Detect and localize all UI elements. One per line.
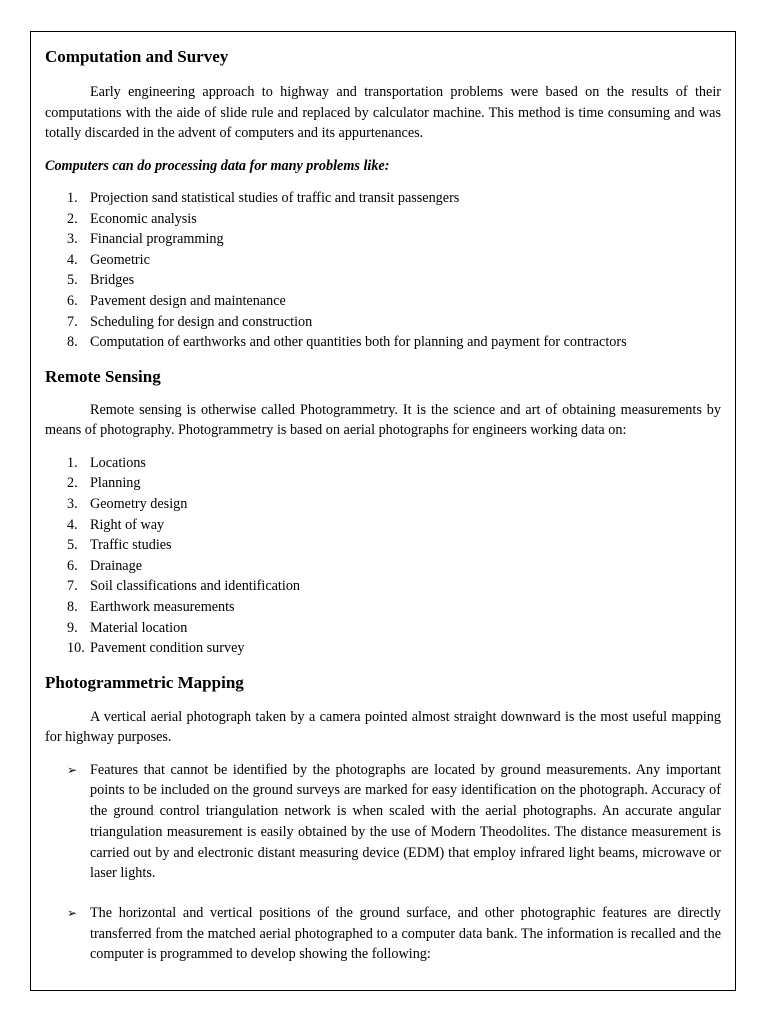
section-title-computation-survey: Computation and Survey (45, 47, 229, 66)
photogrammetric-bullet-list (45, 760, 721, 965)
list-item: 5. Bridges (67, 272, 135, 289)
list-item: 9. Material location (67, 619, 188, 636)
list-item: 2. Planning (67, 475, 141, 492)
list-item: 10. Pavement condition survey (67, 640, 245, 657)
arrow-bullet-icon: ➢ (67, 762, 78, 777)
list-item: 3. Financial programming (67, 231, 224, 248)
list-item: 7. Soil classifications and identification (67, 578, 301, 595)
list-item: 2. Economic analysis (67, 210, 197, 227)
list-item: 6. Drainage (67, 557, 142, 574)
list-item: 1. Projection sand statistical studies of traffic and transit passengers (67, 190, 460, 206)
list-item: ➢ The horizontal and vertical positions of the ground surface, and other photographic features are directly transferred from the matched aerial photographed to a computer data bank. The information is recalled and the computer is programmed to develop showing the following: (67, 904, 721, 963)
list-item: 8. Computation of earthworks and other quantities both for planning and payment for contractors (67, 334, 627, 351)
list-item: 6. Pavement design and maintenance (67, 292, 286, 309)
photogrammetry-data-list (45, 453, 721, 659)
list-item: 7. Scheduling for design and construction (67, 313, 313, 330)
list-item: 1. Locations (67, 454, 146, 471)
section-title-photogrammetric-mapping: Photogrammetric Mapping (45, 672, 244, 692)
section-subheading-computers: Computers can do processing data for many problems like: (45, 157, 390, 174)
document-body (45, 46, 721, 965)
list-item: 5. Traffic studies (67, 537, 172, 554)
section-paragraph-remote-sensing: Remote sensing is otherwise called Photogrammetry. It is the science and art of obtaining measurements by means of photography. Photogrammetry is based on aerial photographs for engineers working data on: (45, 401, 721, 439)
section-title-remote-sensing: Remote Sensing (45, 366, 161, 386)
list-item: 8. Earthwork measurements (67, 598, 235, 615)
computers-problem-list (45, 188, 721, 353)
list-item: 4. Right of way (67, 516, 165, 533)
section-paragraph-photogrammetric: A vertical aerial photograph taken by a camera pointed almost straight downward is the most useful mapping for highway purposes. (45, 708, 721, 746)
list-item: 4. Geometric (67, 251, 150, 268)
arrow-bullet-icon: ➢ (67, 905, 78, 920)
section-paragraph-computation: Early engineering approach to highway and transportation problems were based on the results of their computations with the aide of slide rule and replaced by calculator machine. This method is time consuming and was totally discarded in the advent of computers and its appurtenances. (45, 84, 721, 141)
list-item: ➢ Features that cannot be identified by the photographs are located by ground measurements. Any important points to be included on the ground surveys are marked for easy identification on the photograph. Accuracy of the ground control triangulation network is when scaled with the aerial photographs. An accurate angular triangulation measurement is easily obtained by the use of Modern Theodolites. The distance measurement is carried out by and electronic distant measuring device (EDM) that employ infrared light beams, microwave or laser lights. (67, 761, 721, 882)
list-item: 3. Geometry design (67, 495, 188, 512)
